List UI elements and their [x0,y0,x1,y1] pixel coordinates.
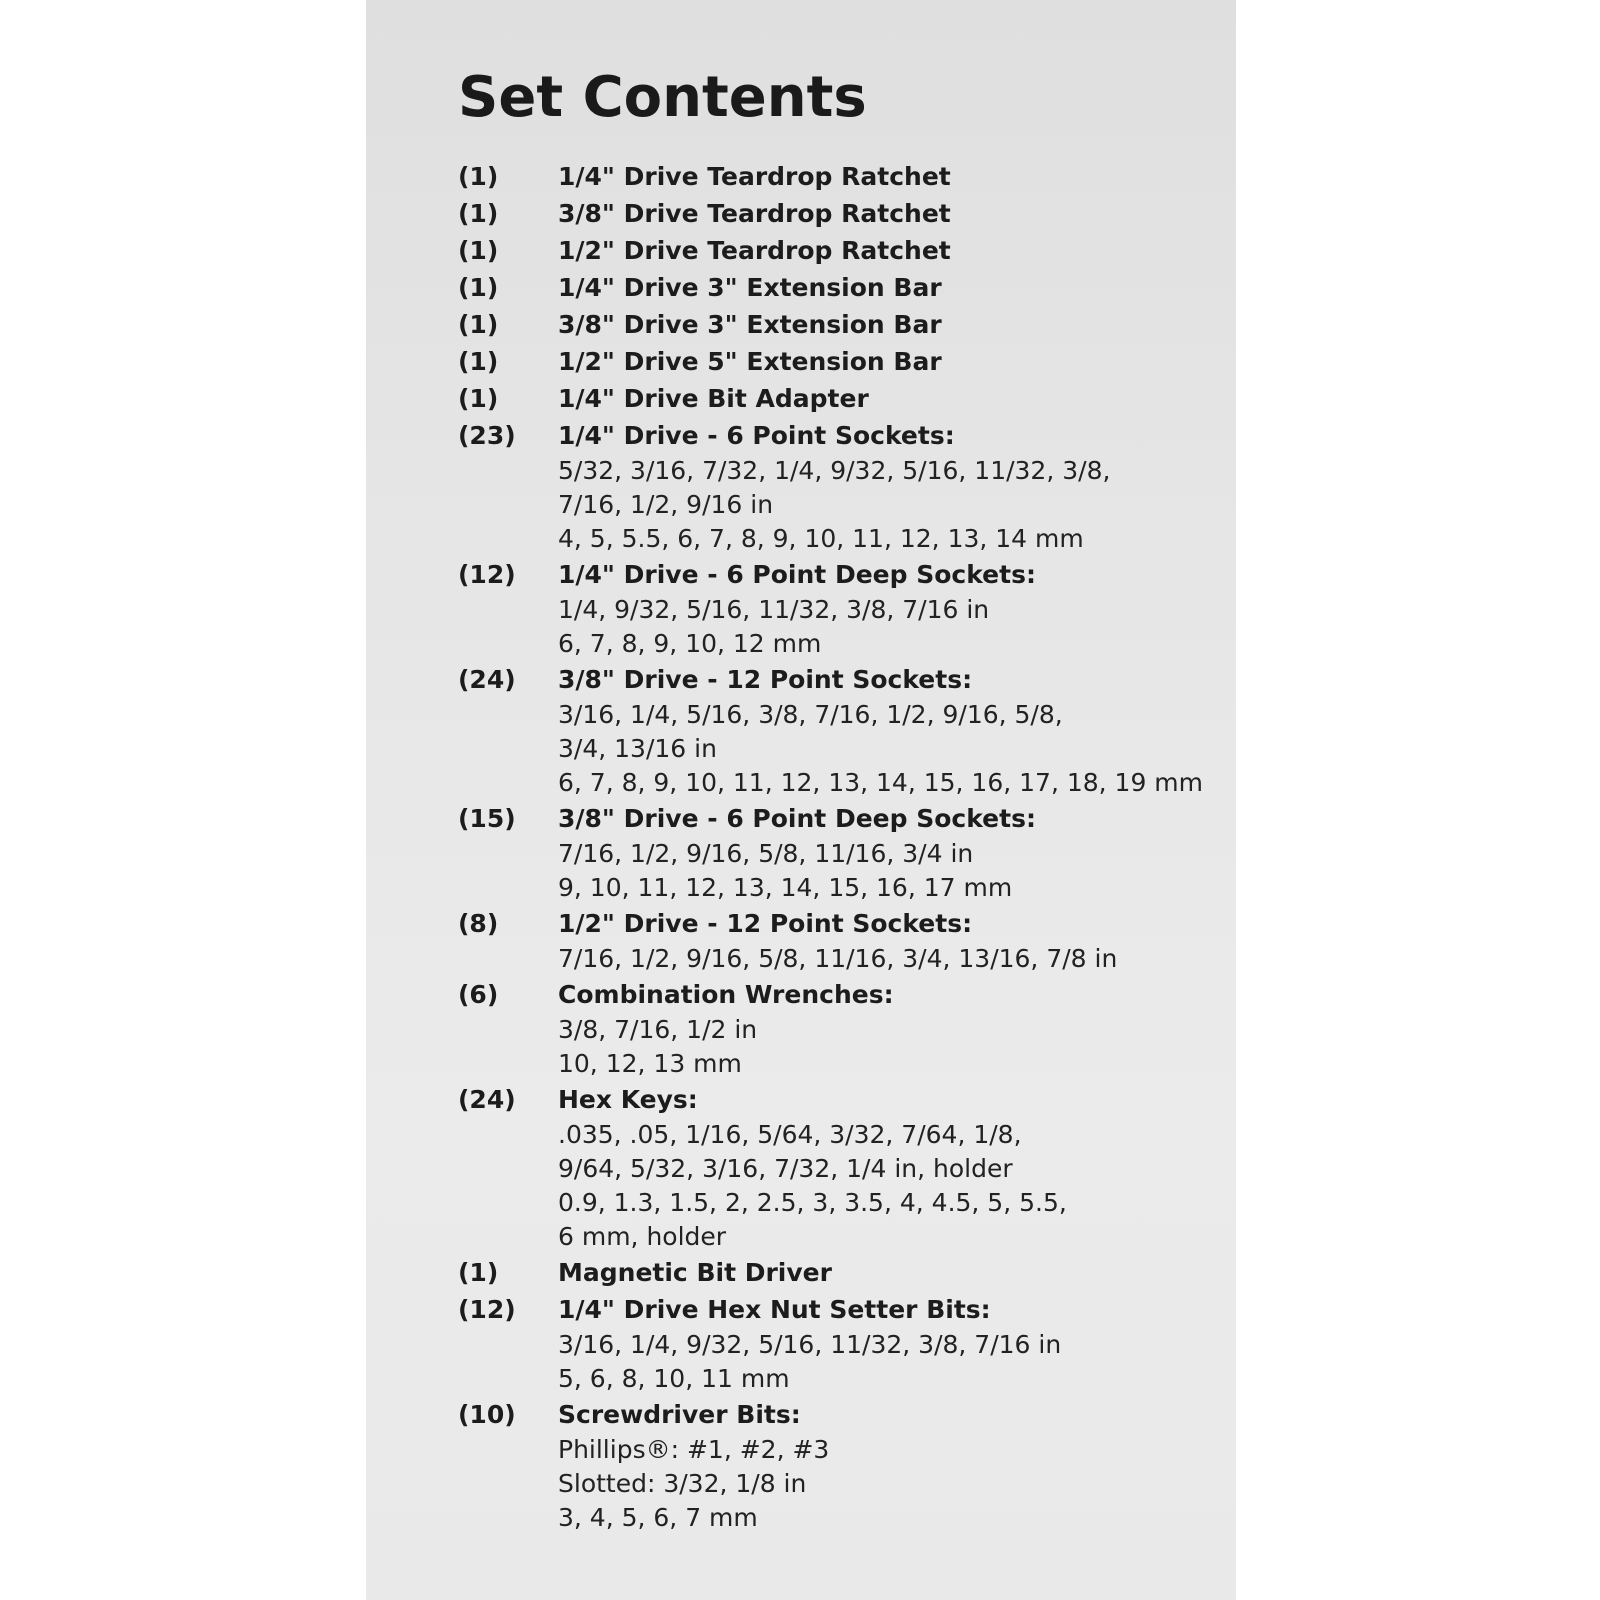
list-item [458,195,1218,232]
item-body [558,1396,1218,1535]
item-quantity: (24) [458,665,516,694]
item-quantity: (23) [458,421,516,450]
list-item [458,556,1218,661]
item-detail-line: 9, 10, 11, 12, 13, 14, 15, 16, 17 mm [558,873,1013,902]
item-title: Hex Keys: [558,1085,698,1114]
list-item [458,1291,1218,1396]
item-title: 1/4" Drive - 6 Point Deep Sockets: [558,560,1036,589]
item-detail-line: 7/16, 1/2, 9/16, 5/8, 11/16, 3/4 in [558,839,974,868]
item-body [558,343,1218,380]
item-body [558,195,1218,232]
item-body [558,1081,1218,1254]
item-title: 1/4" Drive Hex Nut Setter Bits: [558,1295,991,1324]
page-title: Set Contents [458,65,867,130]
item-body [558,905,1218,976]
item-detail-line: 5/32, 3/16, 7/32, 1/4, 9/32, 5/16, 11/32, 3/8, [558,456,1111,485]
item-quantity: (12) [458,1295,516,1324]
list-item [458,976,1218,1081]
item-title: 3/8" Drive Teardrop Ratchet [558,199,951,228]
item-quantity: (1) [458,1258,499,1287]
item-detail-line: 7/16, 1/2, 9/16 in [558,490,774,519]
list-item [458,661,1218,800]
item-detail-line: 5, 6, 8, 10, 11 mm [558,1364,790,1393]
item-detail-line: .035, .05, 1/16, 5/64, 3/32, 7/64, 1/8, [558,1120,1022,1149]
item-title: 3/8" Drive - 6 Point Deep Sockets: [558,804,1036,833]
item-detail-line: 6, 7, 8, 9, 10, 11, 12, 13, 14, 15, 16, 17, 18, 19 mm [558,768,1204,797]
item-detail-line: 3/8, 7/16, 1/2 in [558,1015,758,1044]
item-title: 1/4" Drive - 6 Point Sockets: [558,421,955,450]
item-detail-line: 6, 7, 8, 9, 10, 12 mm [558,629,822,658]
item-detail-line: 0.9, 1.3, 1.5, 2, 2.5, 3, 3.5, 4, 4.5, 5, 5.5, [558,1188,1067,1217]
item-body [558,800,1218,905]
item-title: Combination Wrenches: [558,980,894,1009]
item-body [558,380,1218,417]
item-quantity: (10) [458,1400,516,1429]
item-body [558,158,1218,195]
list-item [458,158,1218,195]
item-detail-line: 6 mm, holder [558,1222,727,1251]
item-body [558,306,1218,343]
list-item [458,1081,1218,1254]
item-title: Magnetic Bit Driver [558,1258,832,1287]
item-detail-line: 9/64, 5/32, 3/16, 7/32, 1/4 in, holder [558,1154,1013,1183]
item-body [558,661,1218,800]
item-quantity: (1) [458,273,499,302]
item-title: 1/4" Drive Teardrop Ratchet [558,162,951,191]
item-title: Screwdriver Bits: [558,1400,801,1429]
list-item [458,343,1218,380]
item-body [558,269,1218,306]
item-quantity: (8) [458,909,499,938]
item-detail-line: 10, 12, 13 mm [558,1049,742,1078]
list-item [458,380,1218,417]
item-body [558,232,1218,269]
list-item [458,306,1218,343]
list-item [458,800,1218,905]
item-quantity: (12) [458,560,516,589]
list-item [458,905,1218,976]
item-body [558,976,1218,1081]
list-item [458,417,1218,556]
item-title: 1/2" Drive Teardrop Ratchet [558,236,951,265]
item-quantity: (1) [458,310,499,339]
item-title: 3/8" Drive - 12 Point Sockets: [558,665,973,694]
item-title: 1/2" Drive 5" Extension Bar [558,347,942,376]
list-item [458,269,1218,306]
item-quantity: (1) [458,384,499,413]
item-detail-line: 1/4, 9/32, 5/16, 11/32, 3/8, 7/16 in [558,595,990,624]
item-body [558,1291,1218,1396]
item-detail-line: 3/16, 1/4, 9/32, 5/16, 11/32, 3/8, 7/16 in [558,1330,1062,1359]
printed-card [366,0,1236,1600]
item-quantity: (1) [458,162,499,191]
item-body [558,556,1218,661]
item-body [558,417,1218,556]
item-detail-line: 3/4, 13/16 in [558,734,717,763]
item-quantity: (1) [458,199,499,228]
item-quantity: (6) [458,980,499,1009]
item-quantity: (24) [458,1085,516,1114]
item-detail-line: Phillips®: #1, #2, #3 [558,1435,830,1464]
item-detail-line: 3, 4, 5, 6, 7 mm [558,1503,758,1532]
item-quantity: (15) [458,804,516,833]
list-item [458,1254,1218,1291]
list-item [458,232,1218,269]
item-quantity: (1) [458,347,499,376]
item-body [558,1254,1218,1291]
contents-list [458,158,1218,1535]
item-detail-line: Slotted: 3/32, 1/8 in [558,1469,807,1498]
item-title: 3/8" Drive 3" Extension Bar [558,310,942,339]
list-item [458,1396,1218,1535]
item-detail-line: 4, 5, 5.5, 6, 7, 8, 9, 10, 11, 12, 13, 14 mm [558,524,1084,553]
item-detail-line: 7/16, 1/2, 9/16, 5/8, 11/16, 3/4, 13/16, 7/8 in [558,944,1118,973]
item-detail-line: 3/16, 1/4, 5/16, 3/8, 7/16, 1/2, 9/16, 5/8, [558,700,1063,729]
item-quantity: (1) [458,236,499,265]
item-title: 1/2" Drive - 12 Point Sockets: [558,909,973,938]
item-title: 1/4" Drive 3" Extension Bar [558,273,942,302]
item-title: 1/4" Drive Bit Adapter [558,384,869,413]
